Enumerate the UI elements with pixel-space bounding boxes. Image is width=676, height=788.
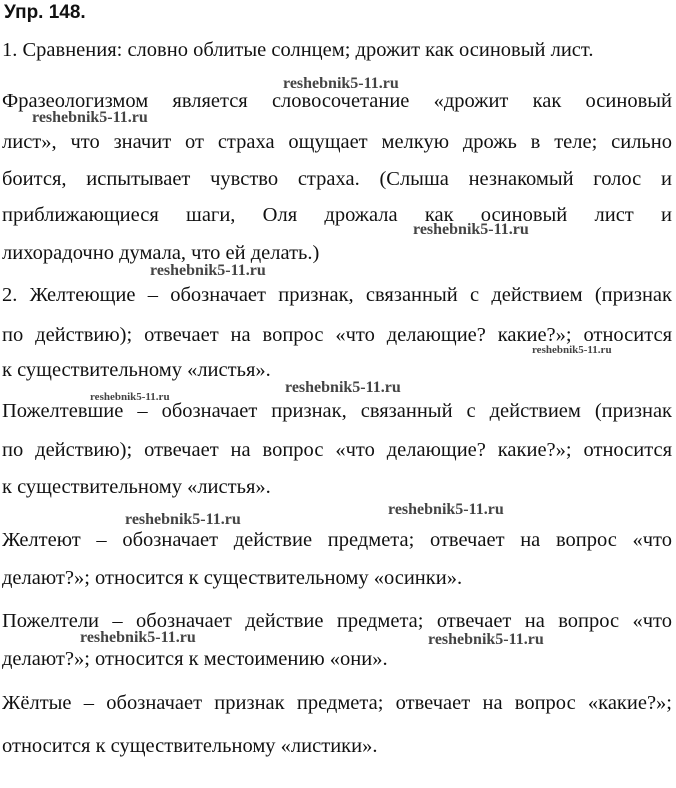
watermark: reshebnik5-11.ru [532,344,612,356]
text-line: боится, испытывает чувство страха. (Слыша незнакомый голос и [2,168,672,190]
text-line: относится к существительному «листики». [2,735,378,757]
text-line: к существительному «листья». [2,476,271,498]
watermark: reshebnik5-11.ru [32,109,148,126]
watermark: reshebnik5-11.ru [125,511,241,528]
text-line: по действию); отвечает на вопрос «что делающие? какие?»; относится [2,439,672,461]
text-line: Желтеют – обозначает действие предмета; отвечает на вопрос «что [2,529,672,551]
text-line: по действию); отвечает на вопрос «что делающие? какие?»; относится [2,324,672,346]
watermark: reshebnik5-11.ru [80,629,196,646]
text-line: делают?»; относится к местоимению «они». [2,648,388,670]
text-line: Пожелтели – обозначает действие предмета; отвечает на вопрос «что [2,610,672,632]
watermark: reshebnik5-11.ru [428,631,544,648]
text-line: 1. Сравнения: словно облитые солнцем; дрожит как осиновый лист. [2,39,594,61]
text-line: Фразеологизмом является словосочетание «дрожит как осиновый [2,90,672,112]
text-line: лихорадочно думала, что ей делать.) [2,242,320,264]
text-line: Жёлтые – обозначает признак предмета; отвечает на вопрос «какие?»; [2,692,672,714]
watermark: reshebnik5-11.ru [285,379,401,396]
watermark: reshebnik5-11.ru [150,262,266,279]
exercise-title: Упр. 148. [4,2,86,23]
watermark: reshebnik5-11.ru [283,75,399,92]
text-line: 2. Желтеющие – обозначает признак, связанный с действием (признак [2,284,672,306]
text-line: делают?»; относится к существительному «осинки». [2,567,463,589]
text-line: лист», что значит от страха ощущает мелкую дрожь в теле; сильно [2,131,672,153]
text-line: Пожелтевшие – обозначает признак, связанный с действием (признак [2,400,672,422]
text-line: к существительному «листья». [2,359,271,381]
text-line: приближающиеся шаги, Оля дрожала как осиновый лист и [2,204,672,226]
watermark: reshebnik5-11.ru [388,501,504,518]
watermark: reshebnik5-11.ru [90,391,170,403]
watermark: reshebnik5-11.ru [413,221,529,238]
